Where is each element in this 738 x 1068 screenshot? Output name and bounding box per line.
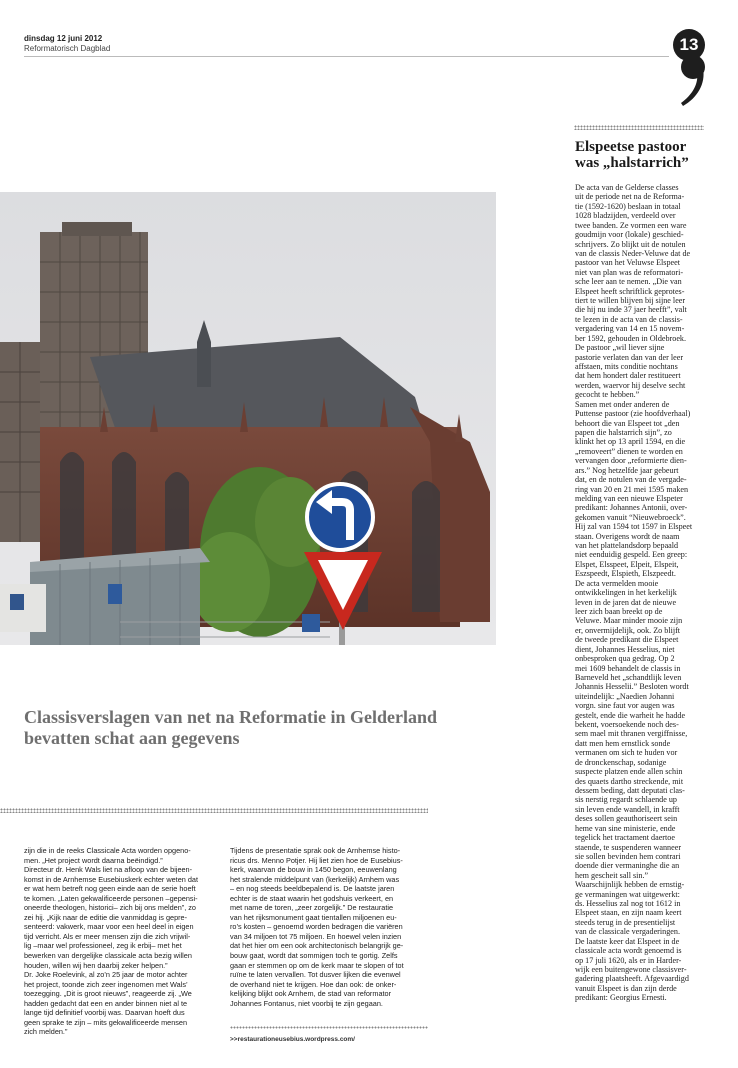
article-column-1: zijn die in de reeks Classicale Acta worden opgeno- men. „Het project wordt daarna beëindigd.” Directeur dr. Henk Wals liet na afloop van de bijeen- komst in de Arnhemse Eusebiuskerk echter weten dat er wat hem betreft nog geen einde aan de serie hoeft te komen. „Laten gekwalificeerde personen –gepensi- oneerde theologen, historici– zich bij ons melden”, zo zei hij. „Kijk naar de editie die vanmiddag is gepre- senteerd: vakwerk, maar voor een heel deel in eigen tijd verricht. Als er meer mensen zijn die zich vrijwil- lig –maar wel professioneel, zeg ik erbij– met het bewerken van dergelijke classicale acta bezig willen houden, willen wij hen daarbij zeker helpen.” Dr. Joke Roelevink, al zo’n 25 jaar de motor achter het project, toonde zich zeer ingenomen met Wals’ toezegging. „Dit is groot nieuws”, reageerde zij. „We hadden gedacht dat een en ander binnen niet al te lange tijd definitief voorbij was. Daarvan hoeft dus geen sprake te zijn – mits gekwalificeerde mensen zich melden.”: [24, 846, 198, 1037]
church-photo-illustration: [0, 192, 496, 645]
url-divider: [230, 1026, 428, 1029]
sidebar-divider: [574, 125, 704, 130]
sidebar-title: Elspeetse pastoor was „halstarrich”: [575, 139, 689, 171]
issue-date: dinsdag 12 juni 2012: [24, 34, 103, 43]
church-photo: [0, 192, 496, 645]
header-rule: [24, 56, 669, 57]
article-headline: Classisverslagen van net na Reformatie in Gelderland bevatten schat aan gegevens: [24, 707, 437, 748]
newspaper-name: Reformatorisch Dagblad: [24, 44, 111, 53]
article-column-2: Tijdens de presentatie sprak ook de Arnhemse histo- ricus drs. Menno Potjer. Hij liet zien hoe de Eusebius- kerk, waarvan de bouw in 1450 begon, eeuwenlang het stralende middelpunt van (kerkelijk) Arnhem was – en nog steeds beeldbepalend is. De laatste jaren echter is de staat waarin het godshuis verkeert, en met name de toren, „zeer zorgelijk.” De restauratie van het rijksmonument gaat tientallen miljoenen eu- ro’s kosten – genoemd worden bedragen die variëren van 34 miljoen tot 75 miljoen. En hoewel velen inzien dat het hier om een ook architectonisch belangrijk ge- bouw gaat, wordt dat sommigen toch te gortig. Zelfs gaan er stemmen op om de kerk maar te slopen of tot ruïne te laten vervallen. Tot dusver lijken die evenwel de overhand niet te krijgen. Hoe dan ook: de onker- kelijking blijkt ook Arnhem, de stad van reformator Johannes Fontanus, niet voorbij te zijn gegaan.: [230, 846, 404, 1008]
sidebar-body: De acta van de Gelderse classes uit de periode net na de Reforma- tie (1592-1620) beslaan in totaal 1028 bladzijden, verdeeld over twee banden. Ze vormen een ware goudmijn voor (lokale) geschied- schrijvers. Zo blijkt uit de notulen van de classis Neder-Veluwe dat de pastoor van het Veluwse Elspeet niet van plan was de reformatori- sche leer aan te nemen. „Die van Elspeet heeft schriftlick geprotes- tiert te willen blijven bij sijne leer die hij nu inde 37 jaer heefft”, valt te lezen in de acta van de classis- vergadering van 14 en 15 novem- ber 1592, gehouden in Oldebroek. De pastoor „wil liever sijne pastorie verlaten dan van der leer affstaen, mits conditie nochtans dat hem hondert daler restitueert werden, waervor hij deselve secht gecocht te hebben.” Samen met onder anderen de Puttense pastoor (zie hoofdverhaal) behoort die van Elspeet tot „den papen die halstarrich sijn”, zo klinkt het op 13 april 1594, en die „removeert” dienen te worden en vervangen door „reformierte dien- ars.” Nog hetzelfde jaar gebeurt dat, en de notulen van de vergade- ring van 20 en 21 mei 1595 maken melding van een nieuwe Elspeter predikant: Johannes Antonii, over- gekomen vanuit “Nieuwebroeck”. Hij zal van 1594 tot 1597 in Elspeet staan. Overigens wordt de naam van het plattelandsdorp bepaald niet eenduidig gespeld. Een greep: Elspet, Elsspeet, Elpeit, Elspeit, Eszspeedt, Elspieth, Elszpeedt. De acta vermelden mooie ontwikkelingen in het kerkelijk leven in de jaren dat de nieuwe leer zich baan breekt op de Veluwe. Maar minder mooie zijn er, onvermijdelijk, ook. Zo blijft de tweede predikant die Elspeet dient, Johannes Hesselius, niet onbesproken qua gedrag. Op 2 mei 1609 behandelt de classis in Barneveld het „schandtlijk leven Johannis Hesselii.” Besloten wordt uiteindelijk: „Naedien Johanni vorgn. sine faut vor augen was gestelt, ende die warheit he hadde bekent, voersoekende noch des- sem mael mit thranen vergiffnisse, datt men hem ernstlick sonde vermanen om sich te huden vor de dronckenschap, sodanige suspecte platzen ende allen schin des quaets dartho streckende, mit dessem beding, datt deputati clas- sis nerstig regardt schlaende up sin leven ende wandell, in krafft deses sollen geauthoriseert sein heme van sine ministerie, ende tegelick het tractament daertoe staende, te suspenderen wanneer sie sollen bevinden hem contrari doende dier vermaninghe die an hem gescheit sall sin.” Waarschijnlijk hebben de ernstig- ge vermaningen wat uitgewerkt: ds. Hesselius zal nog tot 1612 in Elspeet staan, en zijn naam keert steeds terug in de presentielijst van de classicale vergaderingen. De laatste keer dat Elspeet in de classicale acta wordt genoemd is op 17 juli 1620, als er in Harder- wijk een buitengewone classisver- gadering plaatsheeft. Afgevaardigd vanuit Elspeet is dan zijn derde predikant: Georgius Ernesti.: [575, 183, 693, 1003]
comma-logo-icon: [673, 54, 713, 114]
article-divider: [0, 808, 428, 813]
restoration-website-link[interactable]: >>restaurationeusebius.wordpress.com/: [230, 1036, 355, 1043]
page-number: 13: [673, 29, 705, 61]
